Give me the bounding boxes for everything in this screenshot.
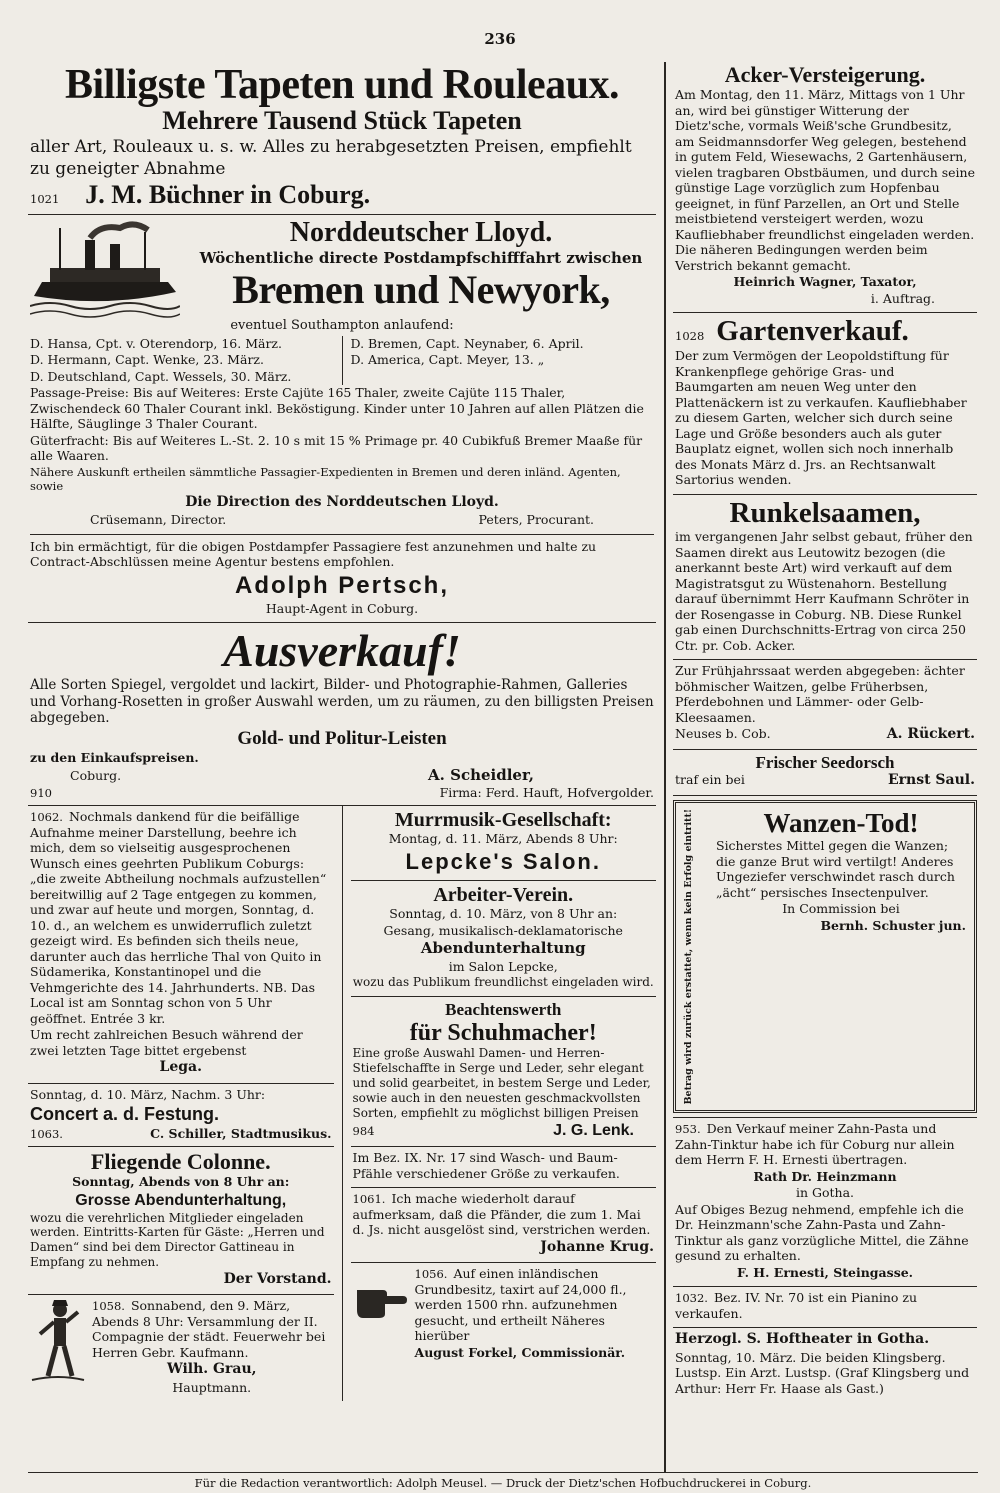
lloyd-info: Nähere Auskunft ertheilen sämmtliche Passagier-Expedienten in Bremen und deren inländ. Agenten, sowie	[30, 464, 621, 493]
arbeiter-title: Arbeiter-Verein.	[433, 884, 574, 907]
ausverkauf-name: A. Scheidler,	[428, 766, 534, 785]
tapeten-subtitle: Mehrere Tausend Stück Tapeten	[162, 106, 522, 136]
ad-pianino	[673, 1287, 977, 1328]
lloyd-fares: Passage-Preise: Bis auf Weiteres: Erste Cajüte 165 Thaler, zweite Cajüte 115 Thaler, Zwischendeck 60 Thaler Courant inkl. Beköstigung. Kinder unter 10 Jahren auf allen Plätzen die Hälfte, Säuglinge 3 Thaler Courant.	[30, 385, 644, 432]
lloyd-ship-item: D. Deutschland, Capt. Wessels, 30. März.	[30, 368, 292, 384]
wanzen-side-text: Betrag wird zurück erstattet, wenn kein Erfolg eintritt!	[683, 808, 694, 1105]
feuerwehr-role: Hauptmann.	[172, 1379, 252, 1395]
arbeiter-body3: im Salon Lepcke,	[448, 958, 558, 974]
lloyd-via: eventuel Southampton anlaufend:	[230, 318, 454, 334]
concert-title: Concert a. d. Festung.	[30, 1104, 220, 1125]
lloyd-ship-item: D. Hermann, Capt. Wenke, 23. März.	[30, 352, 264, 368]
schuhmacher-sign: J. G. Lenk.	[553, 1122, 634, 1140]
acker-title: Acker-Versteigerung.	[724, 62, 926, 87]
schuhmacher-title2: für Schuhmacher!	[409, 1019, 597, 1046]
ad-zahn	[673, 1118, 977, 1287]
zahn-ref: 953.	[675, 1122, 701, 1137]
krug-ref: 1061.	[352, 1192, 386, 1207]
ad-arbeiter	[351, 881, 657, 997]
feuerwehr-text: Sonnabend, den 9. März, Abends 8 Uhr: Versammlung der II. Compagnie der städt. Feuerwehr bei Herren Gebr. Kaufmann.	[92, 1298, 326, 1360]
ad-acker	[673, 60, 977, 313]
lower-left-a	[28, 806, 343, 1401]
theater-title: Herzogl. S. Hoftheater in Gotha.	[675, 1331, 930, 1348]
lloyd-procurant: Peters, Procurant.	[478, 512, 594, 528]
ad-dorsch	[673, 750, 977, 796]
zahn-text: Den Verkauf meiner Zahn-Pasta und Zahn-Tinktur habe ich für Coburg nur allein dem Herrn F. H. Ernesti übertragen.	[675, 1121, 955, 1168]
arbeiter-body2: Abendunterhaltung	[420, 939, 586, 958]
lloyd-director: Crüsemann, Director.	[90, 512, 227, 528]
saat-text: Zur Frühjahrssaat werden abgegeben: ächter böhmischer Waitzen, gelbe Früherbsen, Pferdebohnen und Lämmer- oder Gelb-Kleesaamen.	[675, 663, 965, 725]
krug-text: Ich mache wiederholt darauf aufmerksam, daß die Pfänder, die zum 1. Mai d. Js. nicht ausgelöst sind, verstrichen werden.	[352, 1191, 651, 1238]
ausverkauf-firm: Firma: Ferd. Hauft, Hofvergolder.	[439, 784, 654, 800]
dorsch-title: Frischer Seedorsch	[755, 752, 895, 772]
ad-feuerwehr	[28, 1295, 334, 1401]
schuhmacher-title1: Beachtenswerth	[445, 1000, 562, 1020]
pianino-ref: 1032.	[675, 1291, 708, 1306]
lloyd-ship-item: D. America, Capt. Meyer, 13. „	[350, 352, 545, 368]
garten-ref: 1028	[675, 329, 705, 344]
ad-kolonne	[28, 1147, 334, 1295]
tapeten-seller: J. M. Büchner in Coburg.	[85, 179, 371, 209]
lloyd-title: Norddeutscher Lloyd.	[289, 217, 553, 249]
ausverkauf-body: Alle Sorten Spiegel, vergoldet und lackirt, Bilder- und Photographie-Rahmen, Galleries und Vorhang-Rosetten in großer Auswahl werden, um zu räumen, zu den billigsten Preisen abgegeben.	[30, 676, 654, 727]
zahn-sign3: F. H. Ernesti, Steingasse.	[736, 1264, 914, 1280]
wanzen-frame	[673, 800, 977, 1114]
ad-wanzen	[673, 796, 977, 1119]
kolonne-event: Grosse Abendunterhaltung,	[75, 1191, 287, 1209]
lega-text2: Um recht zahlreichen Besuch während der zwei letzten Tage bittet ergebenst	[30, 1027, 303, 1058]
lloyd-agent-text: Ich bin ermächtigt, für die obigen Postdampfer Passagiere fest anzunehmen und halte zu Contract-Abschlüssen meine Agentur bestens empfohlen.	[30, 538, 597, 570]
runkel-text: im vergangenen Jahr selbst gebaut, früher den Saamen direkt aus Leutowitz bezogen (die anerkannt beste Art) wird verkauft auf dem Magistratsgut zu Wüstenahorn. Bestellung darauf übernimmt Herr Kaufmann Schröter in der Rosengasse in Coburg. NB. Diese Runkel gab einen Durchschnitts-Ertrag von circa 250 Ctr. pr. Cob. Acker.	[675, 529, 973, 653]
lloyd-route: Bremen und Newyork,	[232, 266, 610, 312]
saat-place: Neuses b. Cob.	[675, 726, 771, 742]
concert-ref: 1063.	[30, 1126, 63, 1141]
lloyd-ship-item: D. Hansa, Cpt. v. Oterendorp, 16. März.	[30, 335, 282, 351]
pfaehle-text: Im Bez. IX. Nr. 17 sind Wasch- und Baum-Pfähle verschiedener Größe zu verkaufen.	[352, 1150, 620, 1181]
lloyd-freight: Güterfracht: Bis auf Weiteres L.-St. 2. 10 s mit 15 % Primage pr. 40 Cubikfuß Bremer Maaße für alle Waaren.	[30, 432, 643, 464]
ad-krug	[351, 1188, 657, 1263]
krug-sign: Johanne Krug.	[540, 1238, 654, 1255]
runkel-title: Runkelsaamen,	[729, 496, 921, 529]
lower-left-b	[351, 806, 657, 1401]
garten-text: Der zum Vermögen der Leopoldstiftung für Krankenpflege gehörige Gras- und Baumgarten am neuen Weg unter den Plattenäckern ist zu verkaufen. Kaufliebhaber zu diesem Garten, welcher sich durch seine Lage und Größe besonders auch als guter Bauplatz eignet, wollen sich noch innerhalb des Monats März d. Jrs. an Rechtsanwalt Sartorius wenden.	[675, 348, 967, 488]
murrmusik-place: Lepcke's Salon.	[405, 848, 601, 874]
schuhmacher-body: Eine große Auswahl Damen- und Herren-Stiefelschaffte in Serge und Leder, sehr elegant und solid gearbeitet, in bestem Serge und Leder, sowie auch in den neuesten geschmackvollsten Sorten, empfiehlt zu möglichst billigen Preisen	[352, 1046, 651, 1120]
pianino-text: Bez. IV. Nr. 70 ist ein Pianino zu verkaufen.	[675, 1290, 918, 1321]
ausverkauf-sub: Gold- und Politur-Leisten	[237, 727, 447, 749]
wanzen-text: Sicherstes Mittel gegen die Wanzen; die ganze Brut wird vertilgt! Anderes Ungeziefer verschwindet rasch durch „ächt“ persisches Insectenpulver.	[716, 838, 955, 900]
lower-left-columns	[28, 806, 656, 1401]
lloyd-line1: Wöchentliche directe Postdampfschifffahrt zwischen	[199, 249, 643, 268]
kolonne-when: Sonntag, Abends von 8 Uhr an:	[72, 1174, 290, 1190]
arbeiter-when: Sonntag, d. 10. März, von 8 Uhr an:	[389, 906, 618, 922]
schuhmacher-ref: 984	[352, 1124, 375, 1139]
zahn-text2: Auf Obiges Bezug nehmend, empfehle ich die Dr. Heinzmann'sche Zahn-Pasta und Zahn-Tinktur als ganz vorzügliche Mittel, die Zähne gesund zu erhalten.	[675, 1201, 969, 1264]
page-number: 236	[484, 30, 516, 48]
zahn-sign: Rath Dr. Heinzmann	[753, 1168, 897, 1184]
column-divider	[664, 62, 666, 1472]
lega-text: Nochmals dankend für die beifällige Aufnahme meiner Darstellung, beehre ich mich, dem so vielseitig ausgesprochenen Wunsch eines geehrten Publikum Coburgs: „die zweite Abtheilung nochmals aufzustellen“ bereitwillig auf 2 Tage entgegen zu kommen, und zwar auf heute und morgen, Sonntag, d. 10. d., an welchem es unwiderruflich zuletzt gezeigt wird. Es befinden sich theils neue, darunter auch das herrliche Thal von Quito in Südamerika, Konstantinopel und die Vehmgerichte des 14. Jahrhunderts. NB. Das Local ist am Sonntag schon von 5 Uhr geöffnet. Entrée 3 kr.	[30, 809, 327, 1026]
ad-forkel	[351, 1263, 657, 1366]
wanzen-comm: In Commission bei	[782, 901, 900, 917]
ad-schuhmacher	[351, 997, 657, 1147]
murrmusik-title: Murrmusik-Gesellschaft:	[394, 809, 612, 832]
ausverkauf-place: Coburg.	[70, 768, 122, 784]
ad-ausverkauf	[28, 623, 656, 806]
fireman-figure-icon	[30, 1298, 86, 1384]
concert-date: Sonntag, d. 10. März, Nachm. 3 Uhr:	[30, 1086, 266, 1102]
kolonne-body: wozu die verehrlichen Mitglieder eingeladen werden. Eintritts-Karten für Gäste: „Herren und Damen“ sind bei dem Director Gattineau in Empfang zu nehmen.	[30, 1210, 325, 1270]
ad-concert	[28, 1084, 334, 1147]
ad-pfaehle	[351, 1147, 657, 1188]
acker-sign: Heinrich Wagner, Taxator,	[733, 274, 917, 290]
ad-theater	[673, 1328, 977, 1402]
lloyd-agent-name: Adolph Pertsch,	[234, 571, 450, 599]
ad-saat	[673, 660, 977, 749]
lloyd-direction: Die Direction des Norddeutschen Lloyd.	[185, 494, 499, 511]
acker-text: Am Montag, den 11. März, Mittags von 1 Uhr an, wird bei günstiger Witterung der Dietz'sche, vormals Weiß'sche Grundbesitz, am Seidmannsdorfer Weg gelegen, bestehend in gutem Feld, Wiesewachs, 2 Gartenhäusern, vielen tragbaren Obstbäumen, und durch seine günstige Lage vorzüglich zum Hopfenbau geeignet, in fünf Parzellen, an Ort und Stelle meistbietend versteigert werden, wozu Kaufliebhaber freundlichst eingeladen werden. Die näheren Bedingungen werden beim Verstrich bekannt gemacht.	[675, 87, 976, 273]
right-column	[673, 60, 977, 1472]
left-column	[28, 60, 656, 1472]
dorsch-sign: Ernst Saul.	[887, 772, 975, 789]
arbeiter-body1: Gesang, musikalisch-deklamatorische	[383, 922, 623, 938]
kolonne-sign: Der Vorstand.	[223, 1271, 332, 1288]
saat-sign: A. Rückert.	[886, 726, 975, 743]
garten-title: Gartenverkauf.	[716, 315, 909, 348]
tapeten-ref: 1021	[30, 191, 60, 206]
murrmusik-when: Montag, d. 11. März, Abends 8 Uhr:	[388, 831, 618, 847]
ad-lega	[28, 806, 334, 1083]
ad-garten	[673, 313, 977, 494]
arbeiter-body4: wozu das Publikum freundlichst eingeladen wird.	[352, 975, 654, 990]
ad-lloyd	[28, 215, 656, 623]
lloyd-ship-list	[30, 336, 654, 386]
lloyd-ship-item: D. Bremen, Capt. Neynaber, 6. April.	[350, 335, 584, 351]
ausverkauf-title: Ausverkauf!	[223, 625, 461, 677]
ad-murrmusik	[351, 806, 657, 881]
wanzen-sign: Bernh. Schuster jun.	[820, 917, 966, 933]
feuerwehr-ref: 1058.	[92, 1299, 125, 1314]
theater-text: Sonntag, 10. März. Die beiden Klingsberg. Lustsp. Ein Arzt. Lustsp. (Graf Klingsberg und Arthur: Herr Fr. Haase als Gast.)	[675, 1349, 970, 1396]
pointing-hand-icon	[353, 1266, 409, 1322]
zahn-sign2: in Gotha.	[795, 1185, 855, 1201]
concert-sign: C. Schiller, Stadtmusikus.	[150, 1125, 332, 1141]
ausverkauf-sub2: zu den Einkaufspreisen.	[30, 749, 199, 765]
feuerwehr-sign: Wilh. Grau,	[167, 1361, 257, 1378]
wanzen-title: Wanzen-Tod!	[763, 807, 919, 838]
forkel-ref: 1056.	[414, 1267, 448, 1282]
ad-runkel	[673, 495, 977, 661]
lloyd-agent-title: Haupt-Agent in Coburg.	[265, 600, 419, 616]
steamship-icon	[30, 218, 180, 318]
tapeten-title: Billigste Tapeten und Rouleaux.	[65, 62, 619, 108]
kolonne-title: Fliegende Colonne.	[90, 1149, 271, 1175]
tapeten-body: aller Art, Rouleaux u. s. w. Alles zu herabgesetzten Preisen, empfiehlt zu geneigter Abnahme	[30, 136, 632, 179]
ausverkauf-ref: 910	[30, 785, 52, 800]
forkel-text: Auf einen inländischen Grundbesitz, taxirt auf 24,000 fl., werden 1500 rhn. aufzunehmen gesucht, und ertheilt Näheres hierüber	[414, 1266, 627, 1344]
dorsch-text: traf ein bei	[675, 772, 745, 788]
imprint-footer: Für die Redaction verantwortlich: Adolph Meusel. — Druck der Dietz'schen Hofbuchdruckerei in Coburg.	[28, 1472, 978, 1490]
forkel-sign: August Forkel, Commissionär.	[414, 1344, 626, 1360]
lega-sign: Lega.	[159, 1059, 202, 1076]
acker-sign2: i. Auftrag.	[870, 290, 935, 306]
ad-tapeten	[28, 60, 656, 215]
lega-ref: 1062.	[30, 810, 63, 825]
